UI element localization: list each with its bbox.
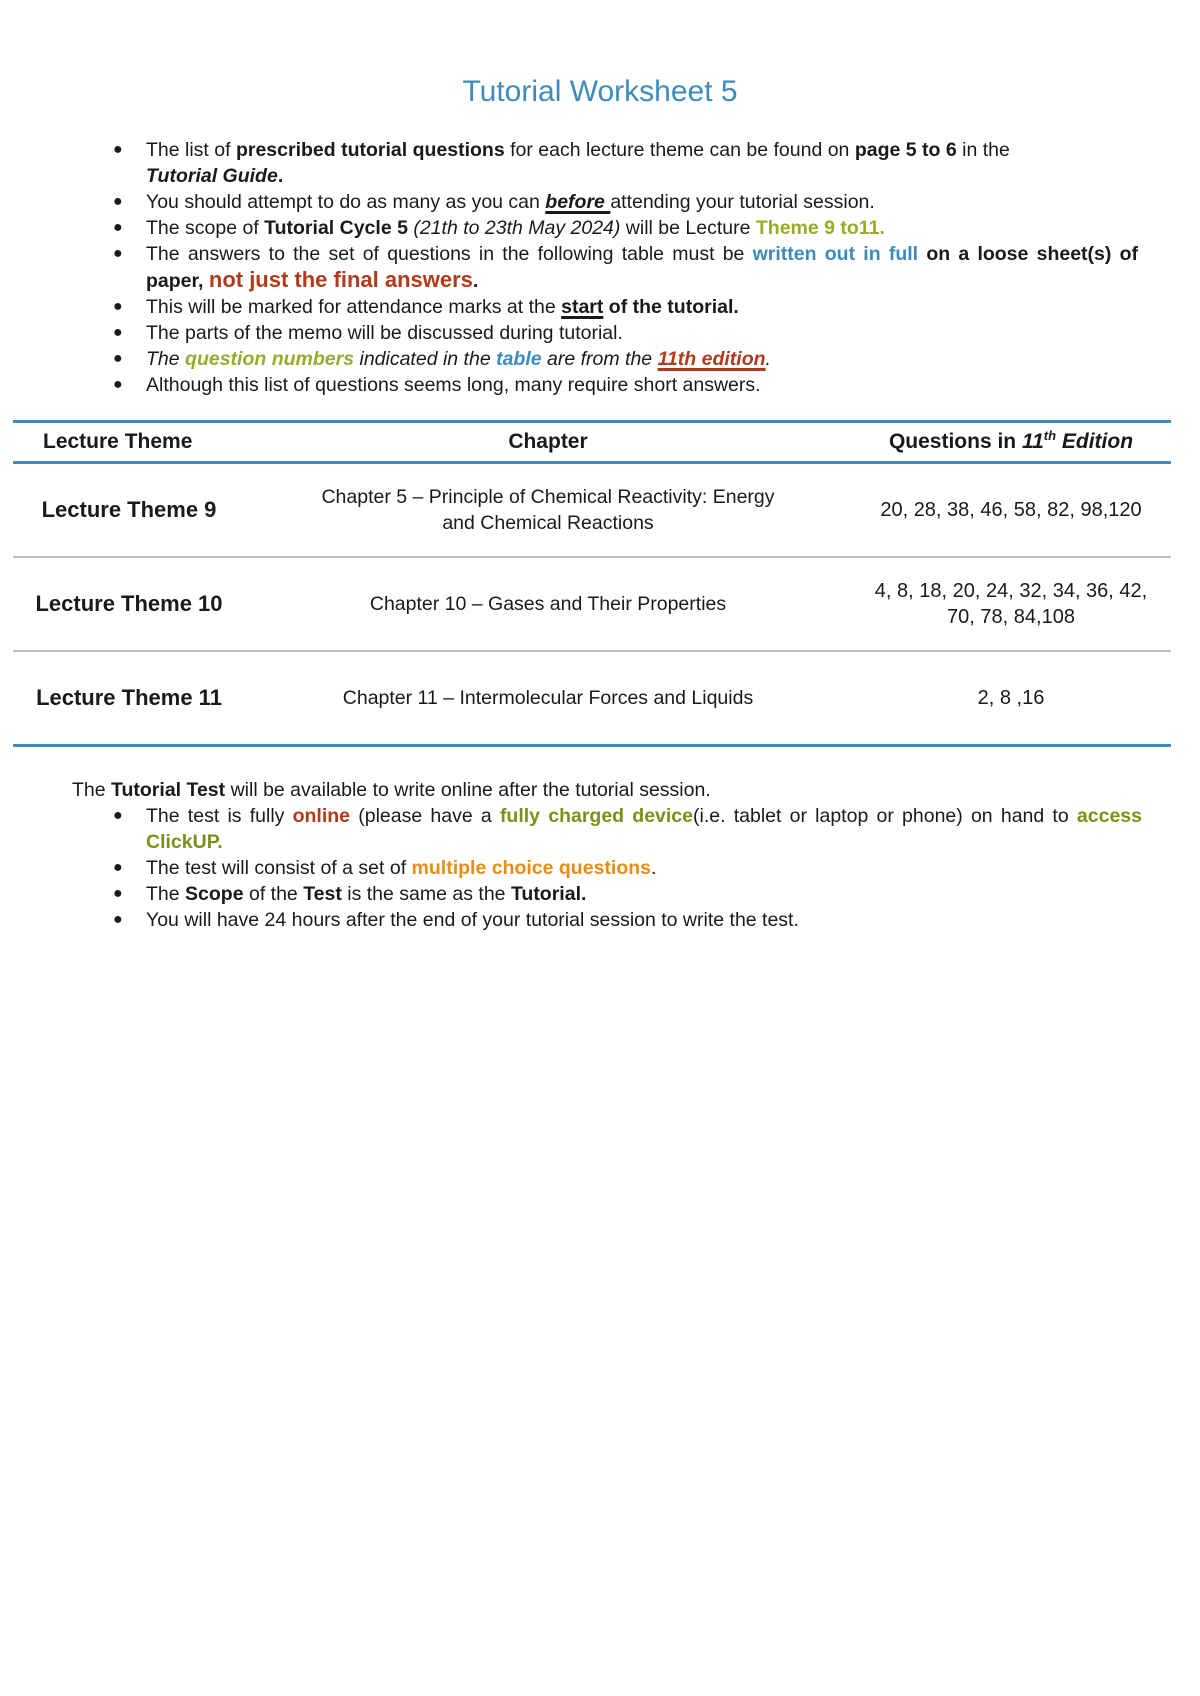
- table-row: [13, 558, 1171, 650]
- text: The: [72, 779, 112, 801]
- table-header-row: [13, 423, 1171, 461]
- intro-bullet-5: [113, 294, 1138, 320]
- text-bold: prescribed tutorial questions: [235, 139, 505, 161]
- text: .: [472, 270, 479, 292]
- text: You should attempt to do as many as you can: [146, 191, 546, 213]
- text: and Chemical Reactions: [442, 512, 654, 534]
- text-red: not just the final answers: [208, 267, 473, 292]
- text-blue: written out in full: [752, 243, 919, 265]
- text: 4, 8, 18, 20, 24, 32, 34, 36, 42,: [874, 580, 1148, 602]
- bullet-dot-icon: ●: [113, 245, 123, 262]
- text: Questions in: [888, 430, 1022, 453]
- text: The scope of: [146, 217, 265, 239]
- text: 11: [1021, 430, 1044, 453]
- text-blue: table: [496, 348, 542, 370]
- text: .: [879, 217, 885, 239]
- cell-questions: [851, 497, 1171, 523]
- text-olive: fully charged device: [499, 805, 693, 827]
- text: The test is fully: [146, 805, 293, 827]
- text: for each lecture theme can be found on: [504, 139, 855, 161]
- test-intro: [72, 777, 1142, 803]
- text-emphasis: before: [545, 191, 611, 213]
- cell-theme: Lecture Theme 9: [41, 497, 217, 522]
- text: (i.e. tablet or laptop or phone) on hand to: [693, 805, 1077, 827]
- page-title: Tutorial Worksheet 5: [462, 75, 738, 108]
- text: Edition: [1056, 430, 1134, 453]
- intro-bullet-4: [113, 241, 1138, 294]
- cell-chapter: [245, 484, 851, 536]
- text: in the: [956, 139, 1010, 161]
- text-bold-italic: Tutorial Guide: [146, 165, 278, 187]
- intro-bullet-7: [113, 346, 1138, 372]
- text: 20, 28, 38, 46, 58, 82, 98,120: [880, 499, 1142, 521]
- text: Chapter 11 – Intermolecular Forces and Liquids: [342, 687, 754, 709]
- text: The parts of the memo will be discussed during tutorial.: [146, 322, 623, 344]
- text-olive: question numbers: [185, 348, 355, 370]
- cell-theme: Lecture Theme 11: [36, 685, 222, 710]
- test-bullet-1: [113, 803, 1142, 855]
- text: 70, 78, 84,108: [947, 606, 1075, 628]
- bullet-dot-icon: ●: [113, 807, 123, 824]
- text: .: [651, 857, 657, 879]
- cell-theme: Lecture Theme 10: [35, 591, 223, 616]
- text-italic: (21th to 23th May 2024): [407, 217, 621, 239]
- bullet-dot-icon: ●: [113, 298, 123, 315]
- test-bullet-list: [113, 803, 1142, 933]
- questions-table: [13, 420, 1171, 747]
- intro-bullet-3: [113, 215, 1138, 241]
- text-bold: Tutorial Cycle 5: [264, 217, 408, 239]
- text: will be available to write online after the tutorial session.: [225, 779, 711, 801]
- text-bold: page 5 to 6: [854, 139, 957, 161]
- text-orange: multiple choice questions: [411, 857, 651, 879]
- text-bold: Scope: [185, 883, 244, 905]
- intro-bullet-list: [113, 137, 1138, 398]
- text: .: [581, 883, 587, 905]
- text: The answers to the set of questions in the following table must be: [146, 243, 753, 265]
- text-sup: th: [1043, 428, 1057, 443]
- text-italic: indicated in the: [354, 348, 497, 370]
- text: The test will consist of a set of: [146, 857, 412, 879]
- intro-bullet-1: [113, 137, 1138, 189]
- text: .: [765, 348, 771, 370]
- bullet-dot-icon: ●: [113, 350, 123, 367]
- cell-questions: [851, 578, 1171, 630]
- intro-bullet-6: [113, 320, 1138, 346]
- header-chapter: Chapter: [508, 430, 588, 453]
- text: The: [146, 883, 186, 905]
- bullet-dot-icon: ●: [113, 911, 123, 928]
- text: of the: [243, 883, 304, 905]
- text-red-underline: 11th edition: [657, 348, 766, 370]
- bullet-dot-icon: ●: [113, 193, 123, 210]
- text-bold: Tutorial Test: [111, 779, 226, 801]
- text-bold: on a loose sheet(s) of paper,: [146, 243, 1138, 292]
- bullet-dot-icon: ●: [113, 885, 123, 902]
- text: Chapter 10 – Gases and Their Properties: [369, 593, 727, 615]
- bullet-dot-icon: ●: [113, 219, 123, 236]
- text: will be Lecture: [620, 217, 756, 239]
- text-bold: Tutorial: [510, 883, 581, 905]
- text: is the same as the: [341, 883, 511, 905]
- table-bottom-rule: [13, 744, 1171, 747]
- text-olive: Theme 9 to11: [755, 217, 880, 239]
- intro-bullet-8: [113, 372, 1138, 398]
- text: You will have 24 hours after the end of your tutorial session to write the test.: [146, 909, 799, 931]
- header-questions: [851, 429, 1171, 455]
- text: .: [217, 831, 223, 853]
- table-row: [13, 464, 1171, 556]
- text-underline: start: [561, 296, 604, 318]
- text: Chapter 5 – Principle of Chemical Reactivity: Energy: [321, 486, 775, 508]
- text: The list of: [146, 139, 236, 161]
- cell-questions: [851, 685, 1171, 711]
- intro-bullet-2: [113, 189, 1138, 215]
- cell-chapter: [245, 591, 851, 617]
- bullet-dot-icon: ●: [113, 324, 123, 341]
- bullet-dot-icon: ●: [113, 141, 123, 158]
- test-bullet-2: [113, 855, 1142, 881]
- text-italic: are from the: [541, 348, 658, 370]
- text-italic: The: [146, 348, 186, 370]
- text: 2, 8 ,16: [977, 687, 1045, 709]
- text: .: [277, 165, 284, 187]
- text: This will be marked for attendance marks at the: [146, 296, 562, 318]
- text-olive: access ClickUP: [146, 805, 1142, 853]
- test-bullet-3: [113, 881, 1142, 907]
- bullet-dot-icon: ●: [113, 859, 123, 876]
- header-lecture-theme: Lecture Theme: [43, 430, 193, 453]
- text: Although this list of questions seems long, many require short answers.: [146, 374, 761, 396]
- text-bold: Test: [303, 883, 342, 905]
- text-red: online: [292, 805, 351, 827]
- tutorial-test-section: [72, 777, 1142, 933]
- bullet-dot-icon: ●: [113, 376, 123, 393]
- test-bullet-4: [113, 907, 1142, 933]
- text: attending your tutorial session.: [610, 191, 875, 213]
- text-bold: of the tutorial: [603, 296, 734, 318]
- cell-chapter: [245, 685, 851, 711]
- text: .: [733, 296, 739, 318]
- table-row: [13, 652, 1171, 744]
- text: (please have a: [350, 805, 500, 827]
